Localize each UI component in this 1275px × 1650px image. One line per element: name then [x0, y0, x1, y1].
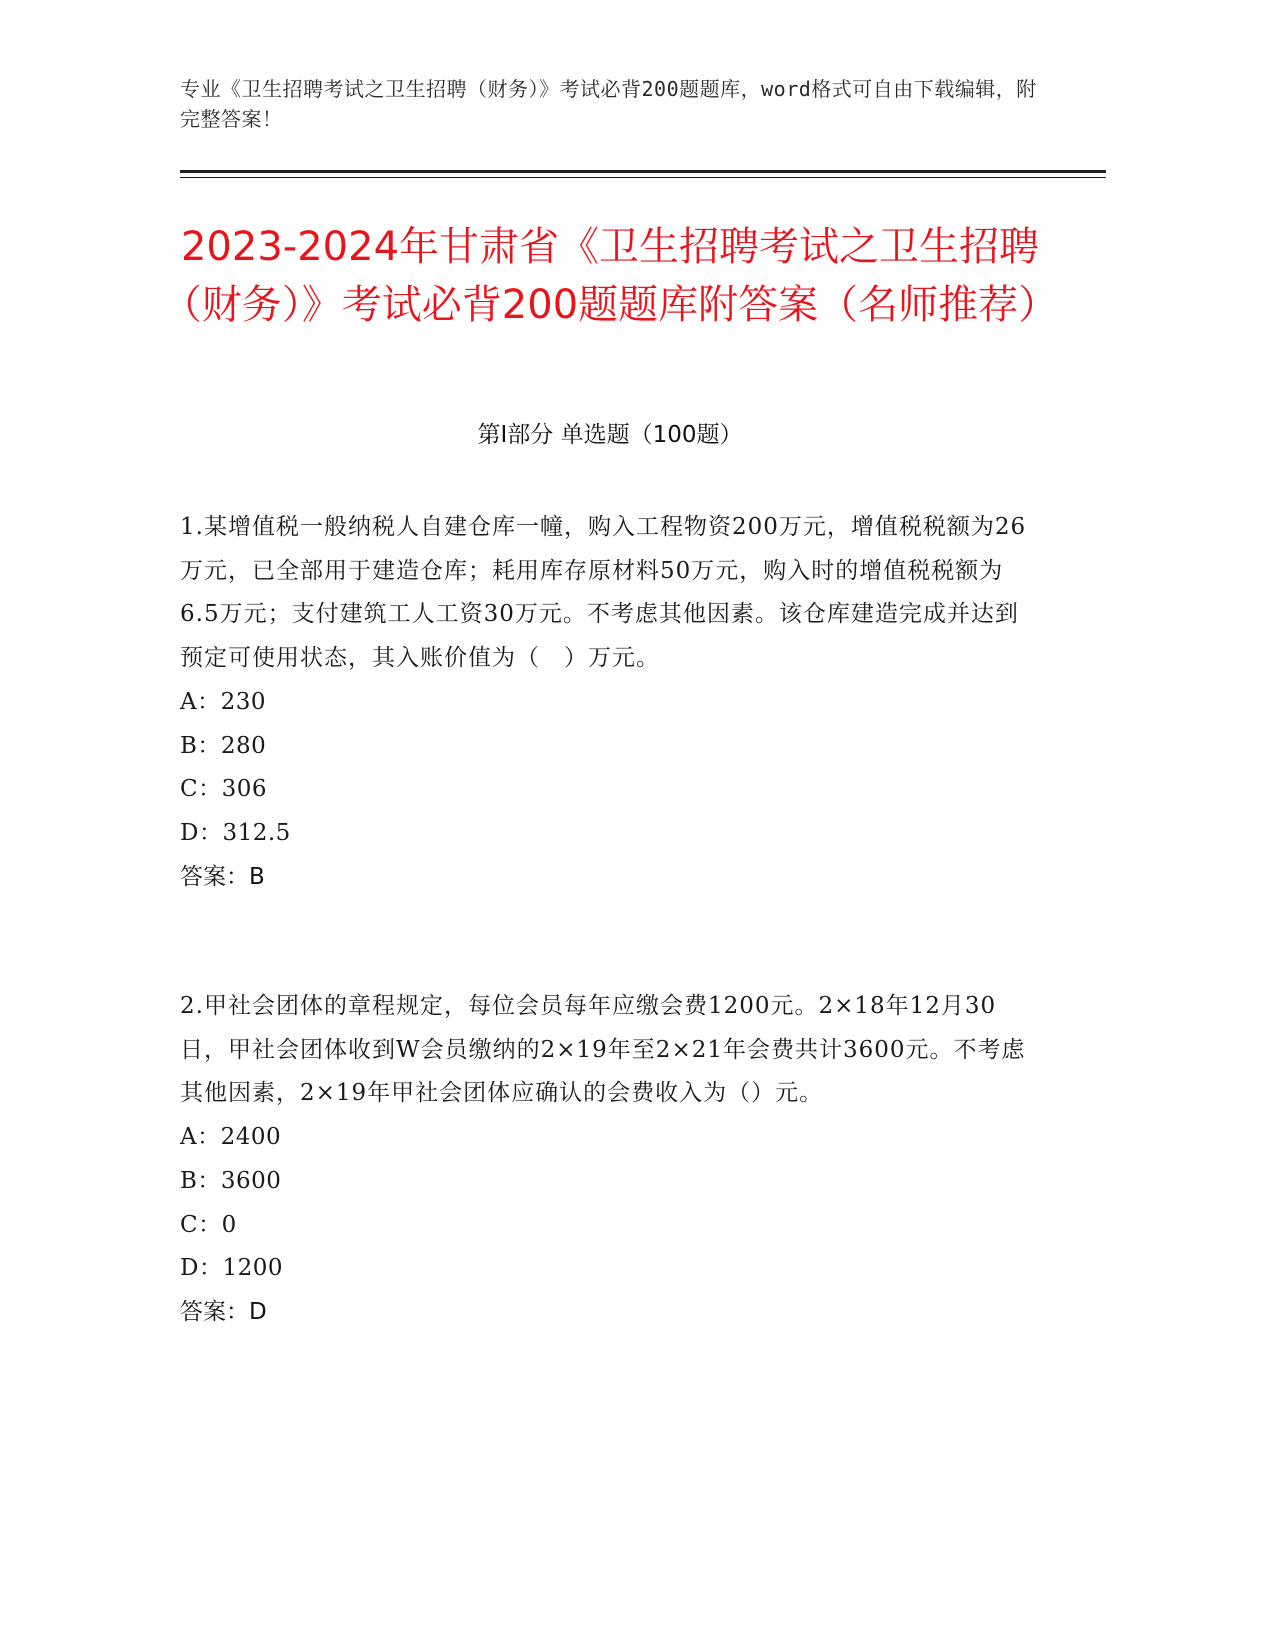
- option-b: B：280: [180, 732, 267, 759]
- option-a: A：230: [180, 688, 267, 715]
- option-c: C：306: [180, 776, 267, 803]
- header-divider-thin: [180, 177, 1106, 178]
- question-2: [180, 985, 1040, 1335]
- answer: 答案：D: [180, 1298, 267, 1325]
- option-a: A：2400: [180, 1124, 282, 1151]
- option-d: D：312.5: [180, 819, 291, 846]
- document-title: 2023-2024年甘肃省《卫生招聘考试之卫生招聘（财务）》考试必背200题题库附答案（名师推荐）: [161, 224, 1059, 328]
- section-title: 第Ⅰ部分 单选题（100题）: [477, 422, 743, 448]
- question-stem: 2.甲社会团体的章程规定，每位会员每年应缴会费1200元。2×18年12月30日，甲社会团体收到W会员缴纳的2×19年至2×21年会费共计3600元。不考虑其他因素，2×19年甲社会团体应确认的会费收入为（）元。: [180, 993, 1026, 1107]
- option-d: D：1200: [180, 1255, 283, 1282]
- question-stem: 1.某增值税一般纳税人自建仓库一幢，购入工程物资200万元，增值税税额为26万元，已全部用于建造仓库；耗用库存原材料50万元，购入时的增值税税额为6.5万元；支付建筑工人工资30万元。不考虑其他因素。该仓库建造完成并达到预定可使用状态，其入账价值为（ ）万元。: [180, 514, 1027, 672]
- option-c: C：0: [180, 1211, 237, 1238]
- option-b: B：3600: [180, 1167, 282, 1194]
- header-note: 专业《卫生招聘考试之卫生招聘（财务）》考试必背200题题库，word格式可自由下载编辑，附完整答案！: [180, 77, 1037, 131]
- question-1: [180, 506, 1040, 899]
- answer: 答案：B: [180, 863, 265, 890]
- header-divider-thick: [180, 170, 1106, 173]
